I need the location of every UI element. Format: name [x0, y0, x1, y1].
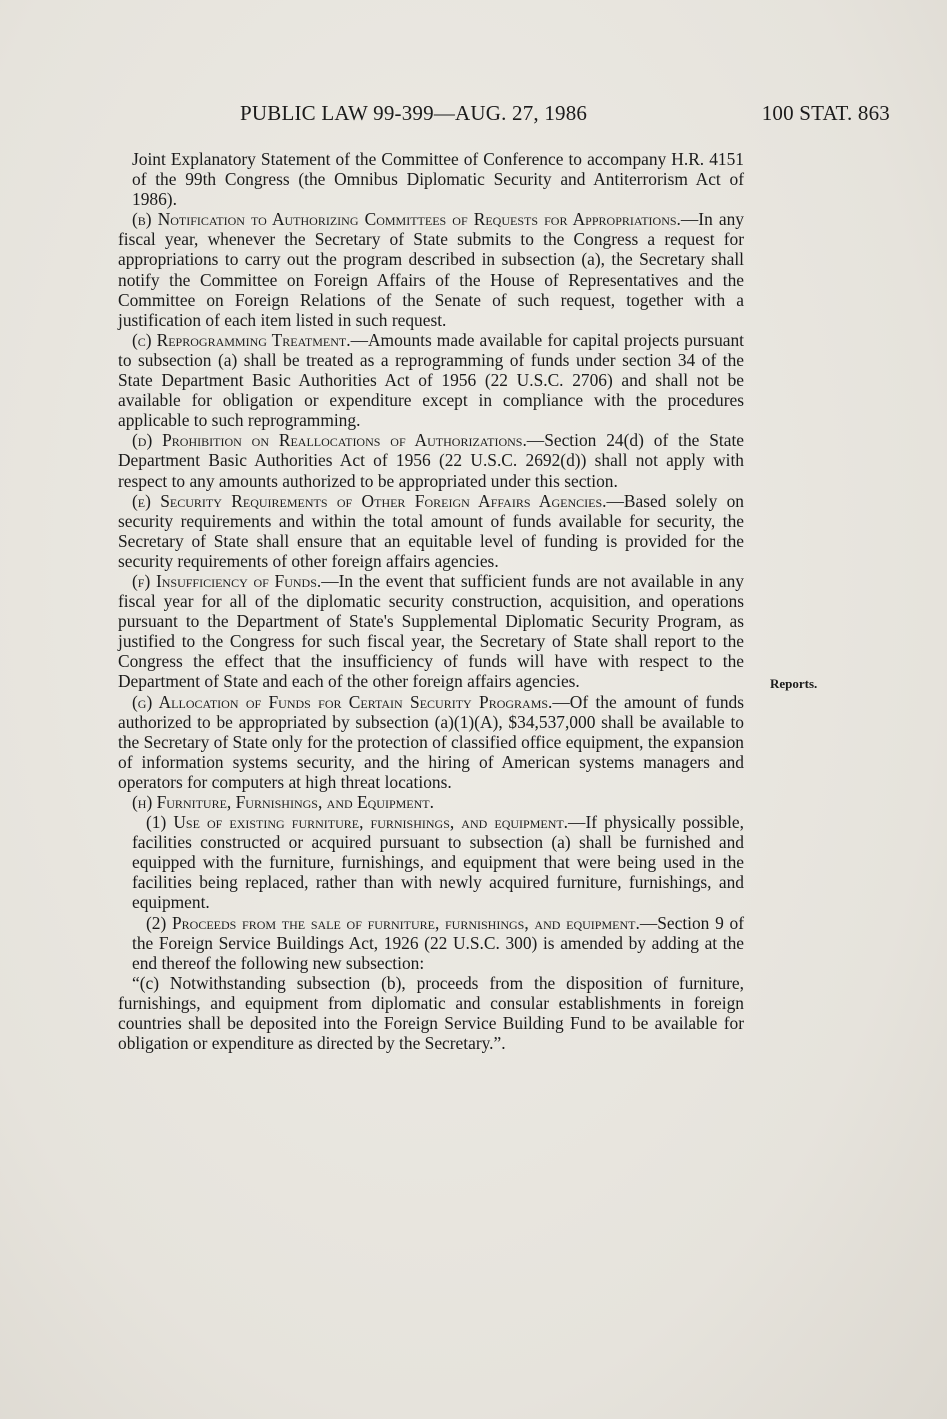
subsection-c [118, 330, 744, 430]
subsection-d-text: —Section 24(d) of the State Department Basic Authorities Act of 1956 (22 U.S.C. 2692(d)) shall not apply with respect to any amounts authorized to be appropriated under this section. [118, 430, 744, 491]
subsection-d-heading: (d) Prohibition on Reallocations of Authorizations. [132, 430, 527, 451]
quoted-subsection-c-text: “(c) Notwithstanding subsection (b), proceeds from the disposition of furniture, furnishings, and equipment from diplomatic and consular establishments in foreign countries shall be deposited into the Foreign Service Building Fund to be available for obligation or expenditure as directed by the Secretary.”. [118, 972, 744, 1054]
page-header [240, 101, 890, 131]
subsection-e-heading: (e) Security Requirements of Other Foreign Affairs Agencies. [132, 490, 607, 511]
paragraph-h2 [118, 913, 744, 973]
subsection-e-text: —Based solely on security requirements and within the total amount of funds available for security, the Secretary of State shall ensure that an equitable level of funding is provided for the security requirements of other foreign affairs agencies. [118, 490, 744, 571]
subsection-d [118, 430, 744, 490]
subsection-h-heading: (h) Furniture, Furnishings, and Equipment. [132, 792, 434, 812]
header-stat-page: 100 STAT. 863 [761, 101, 890, 125]
subsection-c-heading: (c) Reprogramming Treatment. [132, 329, 351, 350]
subsection-g-text: —Of the amount of funds authorized to be appropriated by subsection (a)(1)(A), $34,537,000 shall be available to the Secretary of State only for the protection of classified office equipment, the expansion of information systems security, and the hiring of American systems managers and operators for computers at high threat locations. [118, 691, 744, 792]
subsection-e [118, 491, 744, 571]
paragraph-h2-heading: (2) Proceeds from the sale of furniture, furnishings, and equipment. [146, 912, 640, 933]
subsection-f [118, 571, 744, 692]
subsection-c-text: —Amounts made available for capital projects pursuant to subsection (a) shall be treated as a reprogramming of funds under section 34 of the State Department Basic Authorities Act of 1956 (22 U.S.C. 2706) and shall not be available for obligation or expenditure except in compliance with the procedures applicable to such reprogramming. [118, 329, 745, 431]
subsection-b-text: —In any fiscal year, whenever the Secretary of State submits to the Congress a request for appropriations to carry out the program described in subsection (a), the Secretary shall notify the Committee on Foreign Affairs of the House of Representatives and the Committee on Foreign Relations of the Senate of such request, together with a justification of each item listed in such request. [118, 209, 744, 330]
joint-statement-text: Joint Explanatory Statement of the Committee of Conference to accompany H.R. 4151 of the 99th Congress (the Omnibus Diplomatic Security and Antiterrorism Act of 1986). [132, 149, 744, 210]
paragraph-joint-statement [118, 149, 744, 209]
subsection-f-text: —In the event that sufficient funds are not available in any fiscal year for all of the diplomatic security construction, acquisition, and operations pursuant to the Department of State's Supplemental Diplomatic Security Program, as justified to the Congress for such fiscal year, the Secretary of State shall report to the Congress the effect that the insufficiency of funds will have with respect to the Department of State and each of the other foreign affairs agencies. [118, 570, 744, 692]
quoted-subsection-c [118, 973, 744, 1053]
subsection-g-heading: (g) Allocation of Funds for Certain Security Programs. [132, 691, 553, 712]
subsection-f-heading: (f) Insufficiency of Funds. [132, 570, 322, 591]
paragraph-h1 [118, 812, 744, 912]
subsection-h [118, 792, 744, 812]
paragraph-h1-text: —If physically possible, facilities constructed or acquired pursuant to subsection (a) shall be furnished and equipped with the furniture, furnishings, and equipment that were being used in the facilities being replaced, rather than with newly acquired furniture, furnishings, and equipment. [132, 812, 744, 913]
document-body [118, 149, 744, 1053]
margin-note-reports: Reports. [770, 676, 818, 691]
header-title: PUBLIC LAW 99-399—AUG. 27, 1986 [240, 101, 588, 125]
paragraph-h1-heading: (1) Use of existing furniture, furnishings, and equipment. [146, 812, 569, 833]
subsection-g [118, 692, 744, 792]
subsection-b-heading: (b) Notification to Authorizing Committees of Requests for Appropriations. [132, 209, 681, 230]
paragraph-h2-text: —Section 9 of the Foreign Service Buildings Act, 1926 (22 U.S.C. 300) is amended by adding at the end thereof the following new subsection: [132, 912, 744, 973]
subsection-b [118, 209, 744, 330]
